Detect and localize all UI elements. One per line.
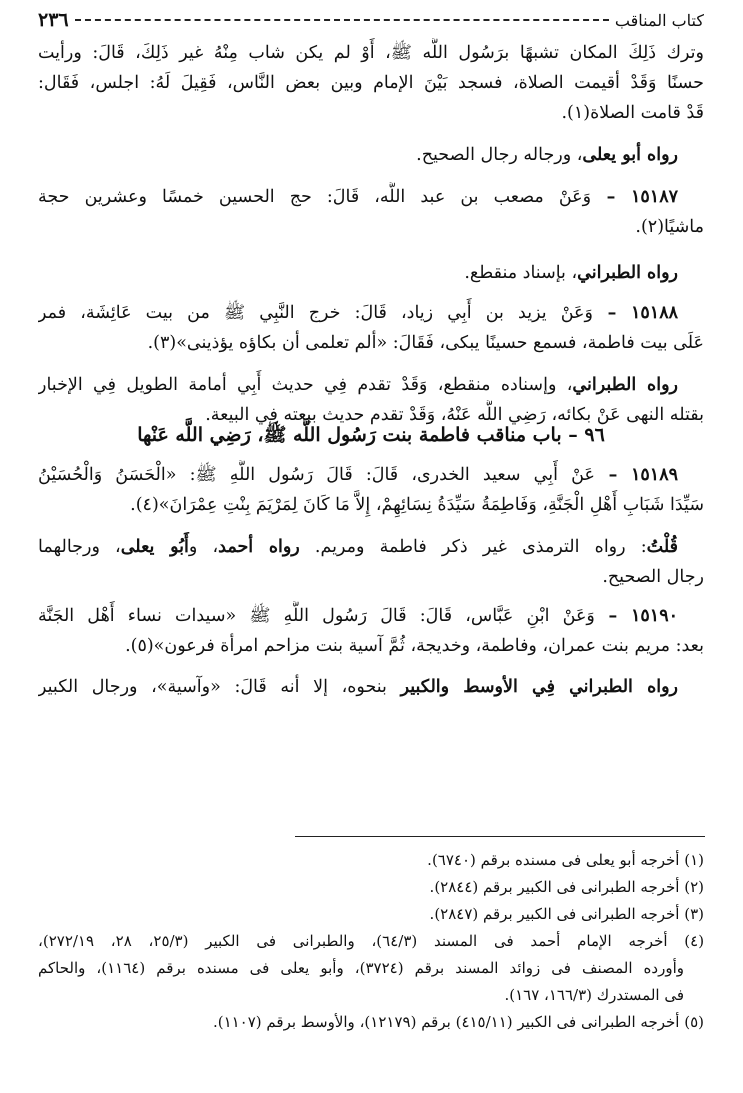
- text-segment: بقتله النهى عَنْ بكائه، رَضِي اللَّه عَنْهُ، وَقَدْ تقدم حديث بيعته فِي البيعة.: [205, 405, 704, 425]
- bold-text: رواه الطبراني: [577, 263, 678, 283]
- footnote-separator: [295, 836, 705, 837]
- text-line: [38, 672, 704, 702]
- footnote: (٣) أخرجه الطبرانى فى الكبير برقم (٢٨٤٧).: [429, 905, 704, 923]
- text-line: [38, 212, 704, 242]
- text-segment: بعد: مريم بنت عمران، وفاطمة، وخديجة، ثُمَّ آسية بنت مزاحم امرأة فرعون»(٥).: [125, 636, 704, 656]
- footnote: (٢) أخرجه الطبرانى فى الكبير برقم (٢٨٤٤).: [429, 878, 704, 896]
- text-line: [38, 258, 704, 288]
- text-line: [38, 532, 704, 562]
- text-segment: وَعَنْ مصعب بن عبد اللَّه، قَالَ: حج الحسين خمسًا وعشرين حجة: [38, 187, 592, 207]
- text-segment: ، وإسناده منقطع، وَقَدْ تقدم فِي حديث أَبِي أمامة الطويل فِي الإخبار: [38, 375, 573, 395]
- bold-text: قُلْتُ: [646, 537, 678, 557]
- text-line: [38, 38, 704, 68]
- text-segment: عَنْ أَبِي سعيد الخدرى، قَالَ: قَالَ رَسُول اللَّهِ ﷺ: «الْحَسَنُ وَالْحُسَيْنُ: [38, 465, 595, 485]
- footnote: فى المستدرك (١٦٦/٣، ١٦٧).: [504, 986, 684, 1004]
- text-line: [38, 328, 704, 358]
- text-segment: ، ورجالهما: [38, 537, 121, 557]
- text-line: [38, 182, 704, 212]
- text-line: [38, 562, 704, 592]
- bold-text: رواه أبو يعلى: [582, 145, 678, 165]
- bold-text: ١٥١٨٨ –: [592, 303, 678, 323]
- bold-text: أَبُو يعلى: [120, 537, 189, 557]
- bold-text: رواه أحمد: [218, 537, 300, 557]
- text-segment: وَعَنْ ابْنِ عَبَّاس، قَالَ: قَالَ رَسُول اللَّهِ ﷺ «سيدات نساء أَهْل الجَنَّة: [38, 606, 595, 626]
- text-line: [38, 490, 704, 520]
- page-header: [38, 8, 704, 32]
- text-line: [38, 370, 704, 400]
- footnote: وأورده المصنف فى زوائد المسند برقم (٣٧٢٤)، وأبو يعلى فى مسنده برقم (١١٦٤)، والحاكم: [38, 959, 684, 977]
- text-segment: قَدْ قامت الصلاة(١).: [561, 103, 704, 123]
- text-line: [38, 631, 704, 661]
- text-line: [38, 601, 704, 631]
- bold-text: رواه الطبراني: [572, 375, 678, 395]
- text-segment: عَلَى بيت فاطمة، فسمع حسينًا يبكى، فَقَالَ: «ألم تعلمى أن بكاؤه يؤذينى»(٣).: [147, 333, 704, 353]
- header-divider: [75, 19, 609, 21]
- text-segment: ، بإسناد منقطع.: [464, 263, 578, 283]
- text-segment: وترك ذَلِكَ المكان تشبهًا برَسُول اللَّه ﷺ، أَوْ لم يكن شاب مِنْهُ غير ذَلِكَ، قَالَ: ورأيت: [38, 43, 704, 63]
- text-line: [38, 298, 704, 328]
- text-segment: رجال الصحيح.: [602, 567, 704, 587]
- footnote: (١) أخرجه أبو يعلى فى مسنده برقم (٦٧٤٠).: [427, 851, 704, 869]
- text-line: [38, 140, 704, 170]
- page-number: ٢٣٦: [38, 9, 69, 31]
- text-line: [38, 68, 704, 98]
- text-segment: حسنًا وَقَدْ أقيمت الصلاة، فسجد بَيْنَ الإمام وبين بعض النَّاس، فَقِيلَ لَهُ: اجلس، فَقَال:: [38, 73, 704, 93]
- text-segment: ماشيًا(٢).: [635, 217, 704, 237]
- book-title: كتاب المناقب: [614, 10, 704, 30]
- text-segment: : رواه الترمذى غير ذكر فاطمة ومريم.: [299, 537, 647, 557]
- bold-text: ١٥١٨٩ –: [594, 465, 678, 485]
- text-segment: ، و: [188, 537, 219, 557]
- text-segment: سَيِّدَا شَبَابِ أَهْلِ الْجَنَّةِ، وَفَاطِمَةُ سَيِّدَةُ نِسَائِهِمْ، إِلاَّ مَا كَانَ لِمَرْيَمَ بِنْتِ عِمْرَانَ»(٤).: [130, 495, 704, 515]
- text-line: [38, 98, 704, 128]
- bold-text: رواه الطبراني فِي الأوسط والكبير: [400, 677, 679, 697]
- text-segment: ، ورجاله رجال الصحيح.: [416, 145, 583, 165]
- bold-text: ١٥١٩٠ –: [594, 606, 678, 626]
- footnote: (٥) أخرجه الطبرانى فى الكبير (٤١٥/١١) برقم (١٢١٧٩)، والأوسط برقم (١١٠٧).: [212, 1013, 704, 1031]
- footnote: (٤) أخرجه الإمام أحمد فى المسند (٦٤/٣)، والطبرانى فى الكبير (٢٥/٣، ٢٨، ٢٧٢/١٩)،: [38, 932, 704, 950]
- text-segment: وَعَنْ يزيد بن أَبِي زياد، قَالَ: خرج النَّبِي ﷺ من بيت عَائِشَة، فمر: [38, 303, 593, 323]
- bold-text: ١٥١٨٧ –: [591, 187, 678, 207]
- text-segment: بنحوه، إلا أنه قَالَ: «وآسية»، ورجال الكبير: [38, 677, 401, 697]
- text-line: [38, 460, 704, 490]
- section-heading: ٩٦ – باب مناقب فاطمة بنت رَسُول اللَّه ﷺ، رَضِي اللَّه عَنْها: [137, 424, 605, 446]
